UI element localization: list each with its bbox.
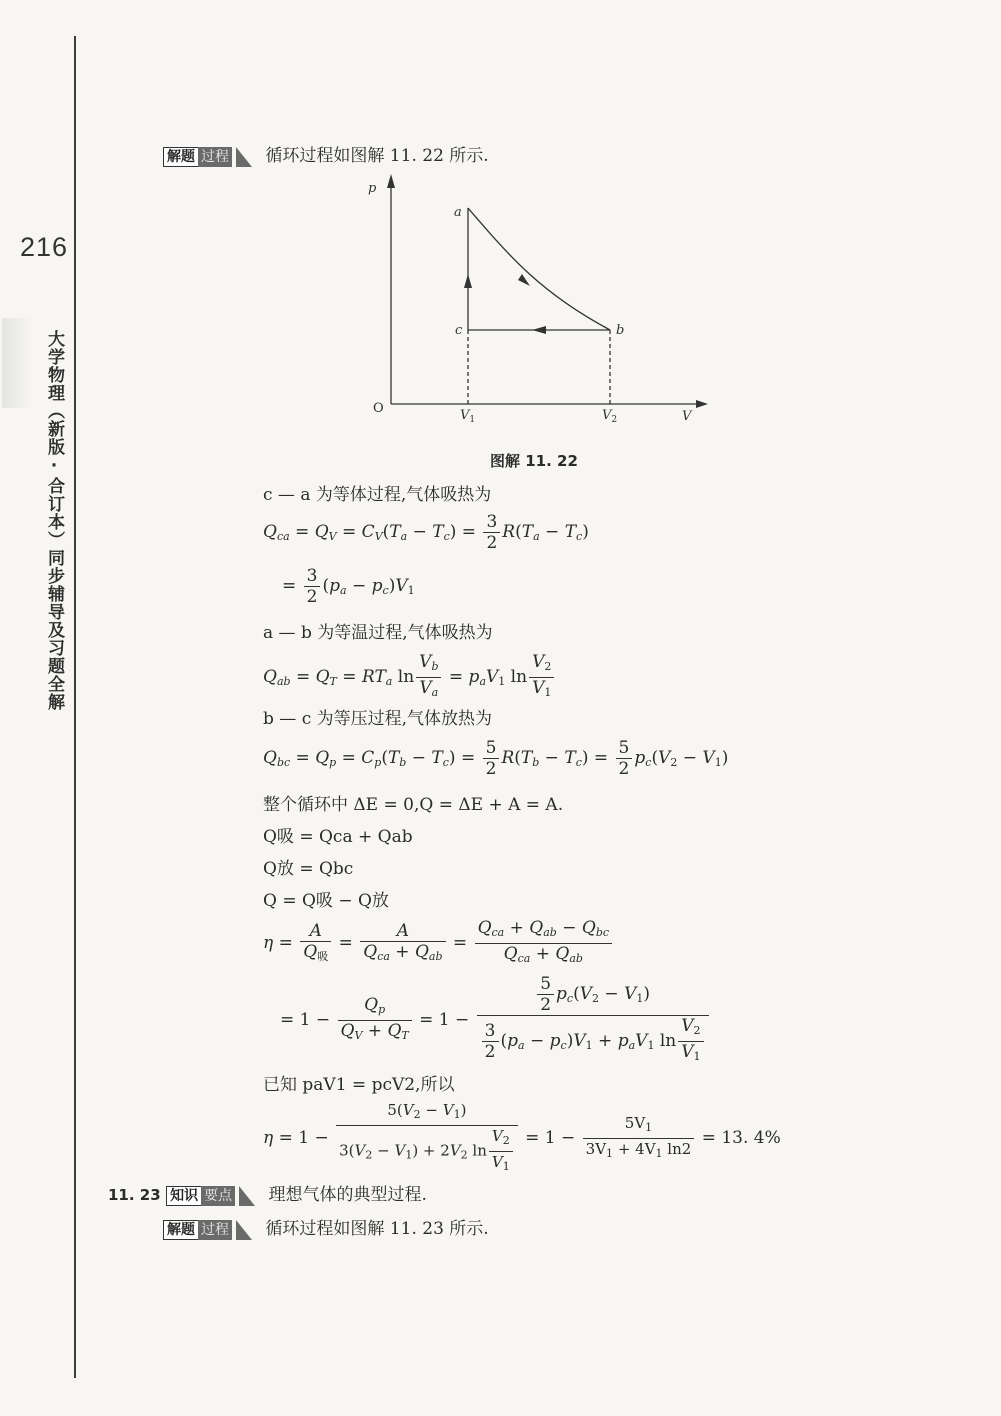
solution-header-1122 <box>163 141 489 167</box>
problem-11-23-knowledge <box>108 1180 427 1206</box>
point-b-label: b <box>616 323 625 338</box>
eq-qca-2: = $\frac{3}{2}$ $(p_a - p_c)V_1$ <box>282 566 415 607</box>
book-title: 大学物理（新版·合订本）同步辅导及习题全解 <box>44 330 64 711</box>
point-a-label: a <box>454 205 462 220</box>
solution-text-1123: 循环过程如图解 11. 23 所示. <box>265 1219 489 1239</box>
eq-q-absorb: Q吸 = Qca + Qab <box>263 827 413 847</box>
ca-process-text: c — a 为等体过程,气体吸热为 <box>263 485 492 505</box>
eq-eta-1: η = $\frac{A}{Q_吸}$ = $\frac{A}{Q_{ca} + Q_{ab}}$ = $\frac{Q_{ca} + Q_{ab} - Q_{bc}}{Q_{ca} + Q_{ab}}$ <box>263 918 614 969</box>
sidebar-shade <box>2 318 32 408</box>
figure-caption: 图解 11. 22 <box>490 452 578 470</box>
problem-11-23-solution <box>163 1214 489 1240</box>
eq-eta-result: η = 1 − $5(V_2 - V_1)$ $3(V_2 - V_1) + 2V_2$ ln $\frac{V_2}{V_1}$ = 1 − $\frac{5V_1}{3V_1 + 4V_1 \ln 2}$ = 13. 4% <box>263 1101 781 1173</box>
solution-badge-2: 解题 过程 <box>163 1220 260 1240</box>
bc-process-text: b — c 为等压过程,气体放热为 <box>263 709 493 729</box>
v-axis-label: V <box>682 409 692 424</box>
eq-qbc: $Q_{bc} = Q_p = C_p(T_b - T_c)$ = $\frac{5}{2}$ $R(T_b - T_c)$ = $\frac{5}{2}$ $p_c(V_2 - V_1)$ <box>263 738 729 779</box>
known-text: 已知 paV1 = pcV2,所以 <box>263 1075 455 1095</box>
eq-eta-2: = 1 − $\frac{Q_p}{Q_V + Q_T}$ = 1 − $\frac{5}{2}$ $p_c(V_2 - V_1)$ $\frac{3}{2}$ $(p_a - p_c)V_1 + p_aV_1$ ln $\frac{V_2}{V_1}$ <box>280 974 711 1067</box>
v1-label: $V_1$ <box>460 408 476 425</box>
efficiency-value: = 13. 4% <box>701 1128 781 1148</box>
ab-arrow-icon <box>518 274 530 286</box>
p-axis-arrow-icon <box>387 174 395 188</box>
page-number: 216 <box>20 232 69 262</box>
v2-label: $V_2$ <box>602 408 618 425</box>
margin-rule <box>74 36 76 1378</box>
knowledge-text: 理想气体的典型过程. <box>268 1185 427 1205</box>
eq-qab: $Q_{ab} = Q_T = RT_a$ ln $\frac{V_b}{V_a}$ = $p_aV_1$ ln $\frac{V_2}{V_1}$ <box>263 652 556 703</box>
ab-process-text: a — b 为等温过程,气体吸热为 <box>263 623 493 643</box>
cycle-text: 整个循环中 ΔE = 0,Q = ΔE + A = A. <box>263 795 564 815</box>
eq-qca-1: $Q_{ca} = Q_V = C_V(T_a - T_c)$ = $\frac{3}{2}$ $R(T_a - T_c)$ <box>263 512 589 553</box>
pv-diagram <box>356 168 716 438</box>
eq-q-release: Q放 = Qbc <box>263 859 354 879</box>
eq-q-total: Q = Q吸 − Q放 <box>263 891 389 911</box>
p-axis-label: p <box>368 181 377 196</box>
ca-arrow-icon <box>464 274 472 288</box>
solution-intro-text: 循环过程如图解 11. 22 所示. <box>265 146 489 166</box>
v-axis-arrow-icon <box>696 400 708 408</box>
origin-label: O <box>373 401 384 416</box>
point-c-label: c <box>455 323 463 338</box>
knowledge-badge: 知识 要点 <box>166 1186 263 1206</box>
bc-arrow-icon <box>532 326 546 334</box>
isothermal-ab <box>468 208 610 330</box>
problem-number: 11. 23 <box>108 1186 161 1204</box>
solution-badge: 解题 过程 <box>163 147 260 167</box>
